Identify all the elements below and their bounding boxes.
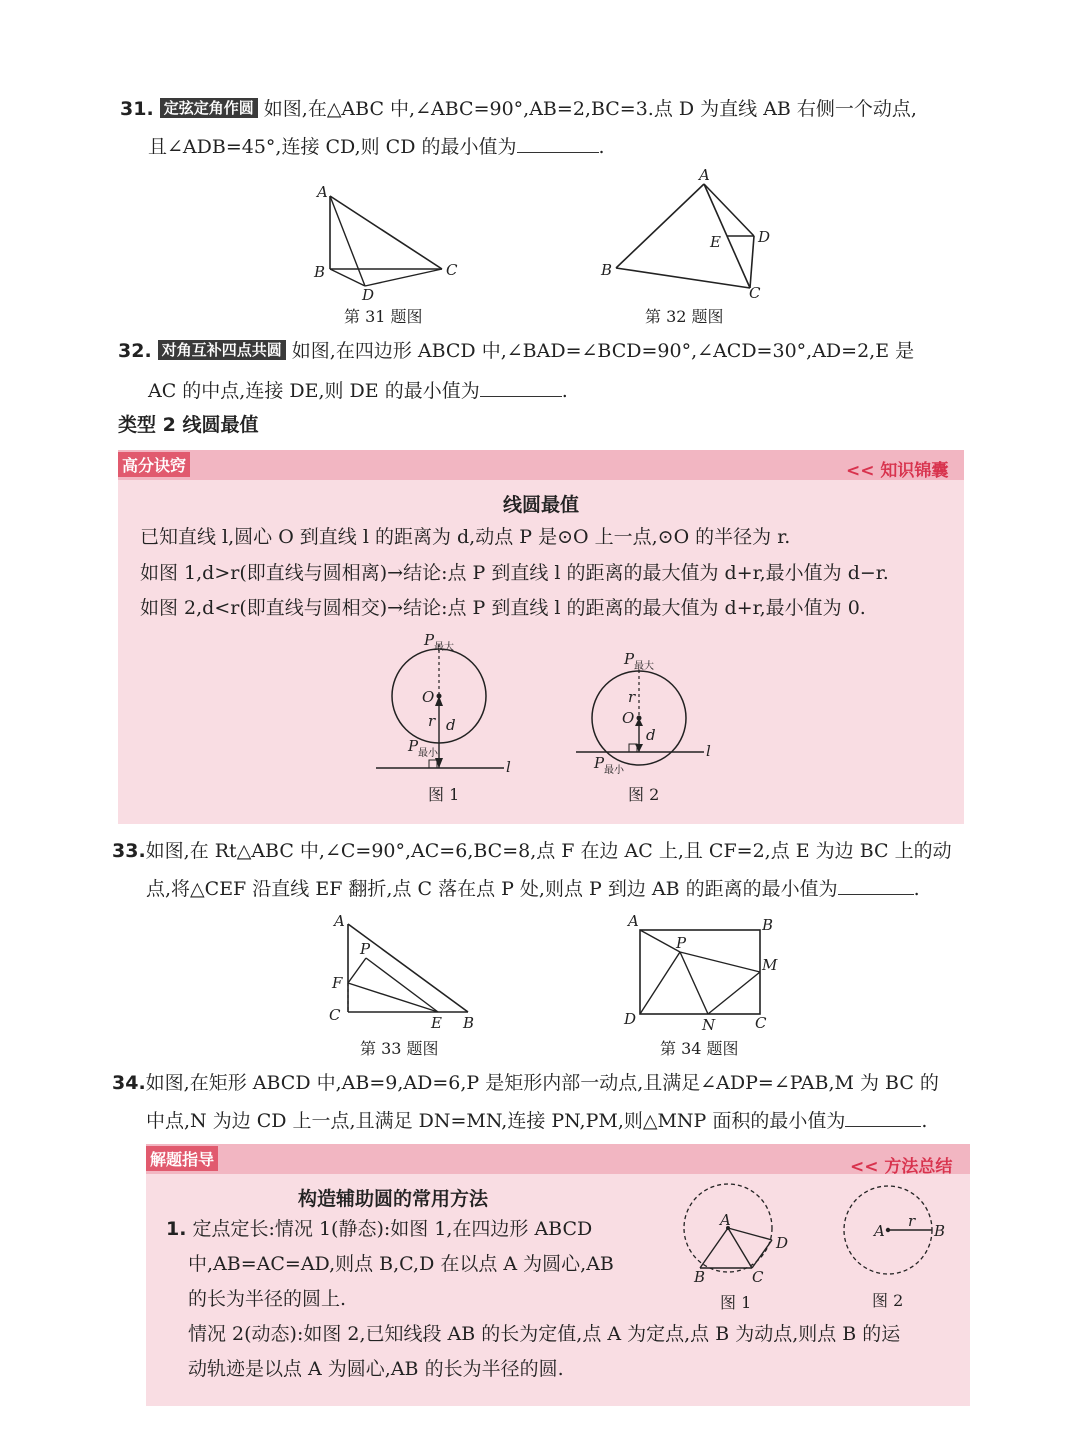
fig32 [596,164,786,304]
b1f1-label-P: P [424,631,435,649]
b1f2-label-r: r [628,688,636,706]
b2f1-label-B: B [694,1268,706,1286]
fig33-label-C: C [329,1006,341,1024]
q32-text1: 如图,在四边形 ABCD 中,∠BAD=∠BCD=90°,∠ACD=30°,AD=2,E 是 [291,340,915,362]
guide-box-header [146,1144,970,1174]
fig34-label-C: C [755,1014,767,1032]
fig34-label-M: M [762,956,778,974]
q34-line1 [112,1070,939,1096]
q32-number: 32. [118,340,152,362]
q31-number: 31. [120,98,154,120]
q32-line2: AC 的中点,连接 DE,则 DE 的最小值为 . [148,376,568,404]
fig31-caption: 第 31 题图 [344,307,423,326]
b1f2-label-O: O [622,709,635,727]
fig31 [300,176,470,306]
fig32-label-A: A [699,166,710,184]
box1-fig1-caption: 图 1 [428,785,460,804]
knowledge-line2: 如图 1,d>r(即直线与圆相离)→结论:点 P 到直线 l 的距离的最大值为 d+r,最小值为 d−r. [140,562,889,584]
box2-fig1-caption: 图 1 [720,1293,752,1312]
q31-text1: 如图,在△ABC 中,∠ABC=90°,AB=2,BC=3.点 D 为直线 AB 右侧一个动点, [263,98,917,120]
b2f1-label-A: A [720,1211,731,1229]
box1-fig2-caption: 图 2 [628,785,660,804]
q34-text1: 如图,在矩形 ABCD 中,AB=9,AD=6,P 是矩形内部一动点,且满足∠ADP=∠PAB,M 为 BC 的 [145,1072,939,1094]
b1f1-label-l: l [506,758,511,776]
fig33-label-B: B [463,1014,475,1032]
b2f1-label-C: C [752,1268,764,1286]
q32-answer-blank[interactable] [480,376,562,397]
b1f1-label-Pmin: P [408,737,419,755]
fig31-label-D: D [362,286,375,304]
fig34-label-A: A [628,912,639,930]
knowledge-line3: 如图 2,d<r(即直线与圆相交)→结论:点 P 到直线 l 的距离的最大值为 d+r,最小值为 0. [140,597,866,619]
b1f2-label-max: 最大 [634,661,654,672]
section-title: 类型 2 线圆最值 [118,414,259,436]
q33-text1: 如图,在 Rt△ABC 中,∠C=90°,AC=6,BC=8,点 F 在边 AC 上,且 CF=2,点 E 为边 BC 上的动 [145,840,952,862]
q32-line1 [118,338,914,364]
fig32-label-B: B [601,261,613,279]
fig34 [612,908,802,1034]
knowledge-box-right-tag: << 知识锦囊 [846,461,949,481]
q31-tag: 定弦定角作圆 [160,98,258,118]
guide-box-tag: 解题指导 [146,1146,218,1171]
fig33-caption: 第 33 题图 [360,1039,439,1058]
b1f2-label-P: P [624,650,635,668]
box2-fig2-caption: 图 2 [872,1291,904,1310]
b1f1-label-max: 最大 [434,642,454,653]
b1f1-label-r: r [428,712,436,730]
fig33-label-A: A [334,912,345,930]
guide-line2: 中,AB=AC=AD,则点 B,C,D 在以点 A 为圆心,AB [188,1253,614,1275]
knowledge-box-title: 线圆最值 [503,494,580,516]
fig34-label-B: B [762,916,774,934]
b1f1-label-d: d [446,716,456,734]
guide-item-number: 1. [166,1218,187,1240]
q34-line2: 中点,N 为边 CD 上一点,且满足 DN=MN,连接 PN,PM,则△MNP 面积的最小值为 . [146,1106,927,1134]
q33-text2: 点,将△CEF 沿直线 EF 翻折,点 C 落在点 P 处,则点 P 到边 AB 的距离的最小值为 [146,878,838,900]
guide-line3: 的长为半径的圆上. [188,1288,347,1310]
fig32-label-E: E [710,233,721,251]
q33-line2: 点,将△CEF 沿直线 EF 翻折,点 C 落在点 P 处,则点 P 到边 AB 的距离的最小值为 . [146,874,920,902]
fig34-caption: 第 34 题图 [660,1039,739,1058]
b1f1-label-min: 最小 [418,748,438,759]
box2-fig2 [840,1182,946,1282]
q31-line1 [120,96,917,122]
b1f2-label-Pmin: P [594,754,605,772]
box1-fig1 [370,626,530,778]
fig31-label-C: C [446,261,458,279]
q34-answer-blank[interactable] [845,1106,921,1127]
box1-fig2 [570,646,720,780]
q31-answer-blank[interactable] [517,132,599,153]
fig33-label-P: P [360,940,371,958]
guide-line4: 情况 2(动态):如图 2,已知线段 AB 的长为定值,点 A 为定点,点 B 为动点,则点 B 的运 [188,1323,901,1345]
fig34-label-D: D [624,1010,637,1028]
knowledge-line1: 已知直线 l,圆心 O 到直线 l 的距离为 d,动点 P 是⊙O 上一点,⊙O 的半径为 r. [140,526,791,548]
guide-box-title: 构造辅助圆的常用方法 [298,1188,489,1210]
fig33 [320,910,490,1034]
b1f2-label-l: l [706,742,711,760]
b1f1-label-O: O [422,688,435,706]
q31-text2: 且∠ADB=45°,连接 CD,则 CD 的最小值为 [148,136,517,158]
b1f2-label-d: d [646,726,656,744]
knowledge-box-tag: 高分诀窍 [118,452,190,477]
q34-text2: 中点,N 为边 CD 上一点,且满足 DN=MN,连接 PN,PM,则△MNP 面积的最小值为 [146,1110,846,1132]
q33-answer-blank[interactable] [838,874,914,895]
guide-box-right-tag: << 方法总结 [850,1157,953,1177]
b2f1-label-D: D [776,1234,789,1252]
knowledge-box-header [118,450,964,480]
b1f2-label-min: 最小 [604,765,624,776]
b2f2-label-B: B [934,1222,946,1240]
fig34-label-P: P [676,934,687,952]
b2f2-label-r: r [908,1212,916,1230]
fig33-label-E: E [431,1014,442,1032]
fig33-label-F: F [332,974,343,992]
fig34-label-N: N [702,1016,716,1034]
b2f2-label-A: A [874,1222,885,1240]
q32-text2: AC 的中点,连接 DE,则 DE 的最小值为 [148,380,480,402]
q32-tag: 对角互补四点共圆 [158,340,286,360]
q31-line2: 且∠ADB=45°,连接 CD,则 CD 的最小值为 . [148,132,605,160]
fig32-label-D: D [758,228,771,246]
q33-line1 [112,838,952,864]
fig32-caption: 第 32 题图 [645,307,724,326]
fig31-label-A: A [317,183,328,201]
fig32-label-C: C [749,284,761,302]
q33-number: 33. [112,840,146,862]
guide-line1: 1. 定点定长:情况 1(静态):如图 1,在四边形 ABCD [166,1218,593,1240]
box2-fig1 [680,1182,790,1286]
guide-line5: 动轨迹是以点 A 为圆心,AB 的长为半径的圆. [188,1358,564,1380]
fig31-label-B: B [314,263,326,281]
q34-number: 34. [112,1072,146,1094]
